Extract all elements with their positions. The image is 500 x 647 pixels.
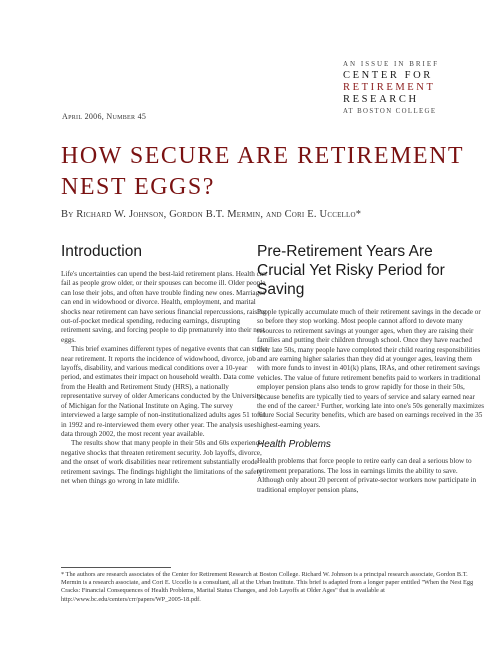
intro-paragraph-3: The results show that many people in their 50s and 60s experience negative shocks that threaten retirement security. Job layoffs, divorce, and the onset of work disabilities near retirement substantially erode retirement savings. The findings highlight the limitations of the safety net when things go wrong in late midlife. (61, 439, 263, 485)
logo-boston-college: AT BOSTON COLLEGE (343, 108, 437, 115)
author-footnote: * The authors are research associates of the Center for Retirement Research at Boston College. Richard W. Johnson is a principal research associate, Gordon B.T. Mermin is a research associate, and Cori E. Uccello is a consultant, all at the Urban Institute. This brief is adapted from a longer paper entitled "When the Nest Egg Cracks: Financial Consequences of Health Problems, Marital Status Changes, and Job Layoffs at Older Ages" that is available at http://www.bc.edu/centers/crr/papers/WP_2005-18.pdf. (61, 571, 474, 603)
subheading-health-problems: Health Problems (257, 439, 331, 451)
health-problems-paragraph: Health problems that force people to retire early can deal a serious blow to retirement preparations. The loss in earnings limits the ability to save. Although only about 20 percent of private-sector workers now participate in traditional employer pension plans, (257, 457, 477, 494)
pre-retirement-paragraph: People typically accumulate much of their retirement savings in the decade or so before they stop working. Most people cannot afford to devote many resources to retirement savings at younger ages, when they are raising their families and putting their children through school. Once they have reached their late 50s, many people have completed their child rearing responsibilities and are earning higher salaries than they did at younger ages, leaving them with more funds to invest in 401(k) plans, IRAs, and other retirement savings vehicles. The value of future retirement benefits paid to workers in traditional employer pension plans also tends to grow rapidly for those in their 50s, because benefits are typically tied to years of service and salary earned near the end of the career.¹ Further, working late into one's 50s generally maximizes future Social Security benefits, which are based on earnings received in the 35 highest-earning years. (257, 308, 485, 429)
author-line: By Richard W. Johnson, Gordon B.T. Mermin, and Cori E. Uccello* (61, 209, 362, 220)
logo-series-line: AN ISSUE IN BRIEF (343, 60, 440, 68)
section-heading-pre-retirement: Pre-Retirement Years Are Crucial Yet Risky Period for Saving (257, 243, 445, 298)
intro-paragraph-1: Life's uncertainties can upend the best-laid retirement plans. Health can fail as people grow older, or their spouses can become ill. Older people can lose their jobs, and often have trouble finding new ones. Marriages can end in widowhood or divorce. Health, employment, and marital shocks near retirement can have serious financial repercussions, raising out-of-pocket medical spending, reducing earnings, disrupting retirement saving, and forcing people to dip prematurely into their nest eggs. (61, 270, 267, 344)
logo-center-for: CENTER FOR (343, 70, 433, 81)
footnote-divider (61, 567, 171, 568)
logo-retirement: RETIREMENT (343, 82, 436, 93)
intro-paragraph-2: This brief examines different types of negative events that can strike near retirement. It reports the incidence of widowhood, divorce, job layoffs, disability, and various medical conditions over a 10-year period, and estimates their impact on household wealth. Data come from the Health and Retirement Study (HRS), a nationally representative survey of older Americans conducted by the University of Michigan for the National Institute on Aging. The survey interviewed a large sample of non-institutionalized adults ages 51 to 61 in 1992 and re-interviewed them every other year. The analysis uses data through 2002, the most recent year available. (61, 345, 268, 438)
crr-logo (343, 58, 483, 118)
page-title: HOW SECURE ARE RETIREMENT NEST EGGS? (61, 143, 464, 200)
issue-number: April 2006, Number 45 (62, 112, 147, 121)
right-column (257, 242, 485, 495)
logo-research: RESEARCH (343, 94, 419, 105)
section-heading-introduction: Introduction (61, 243, 142, 260)
left-column (61, 242, 268, 486)
